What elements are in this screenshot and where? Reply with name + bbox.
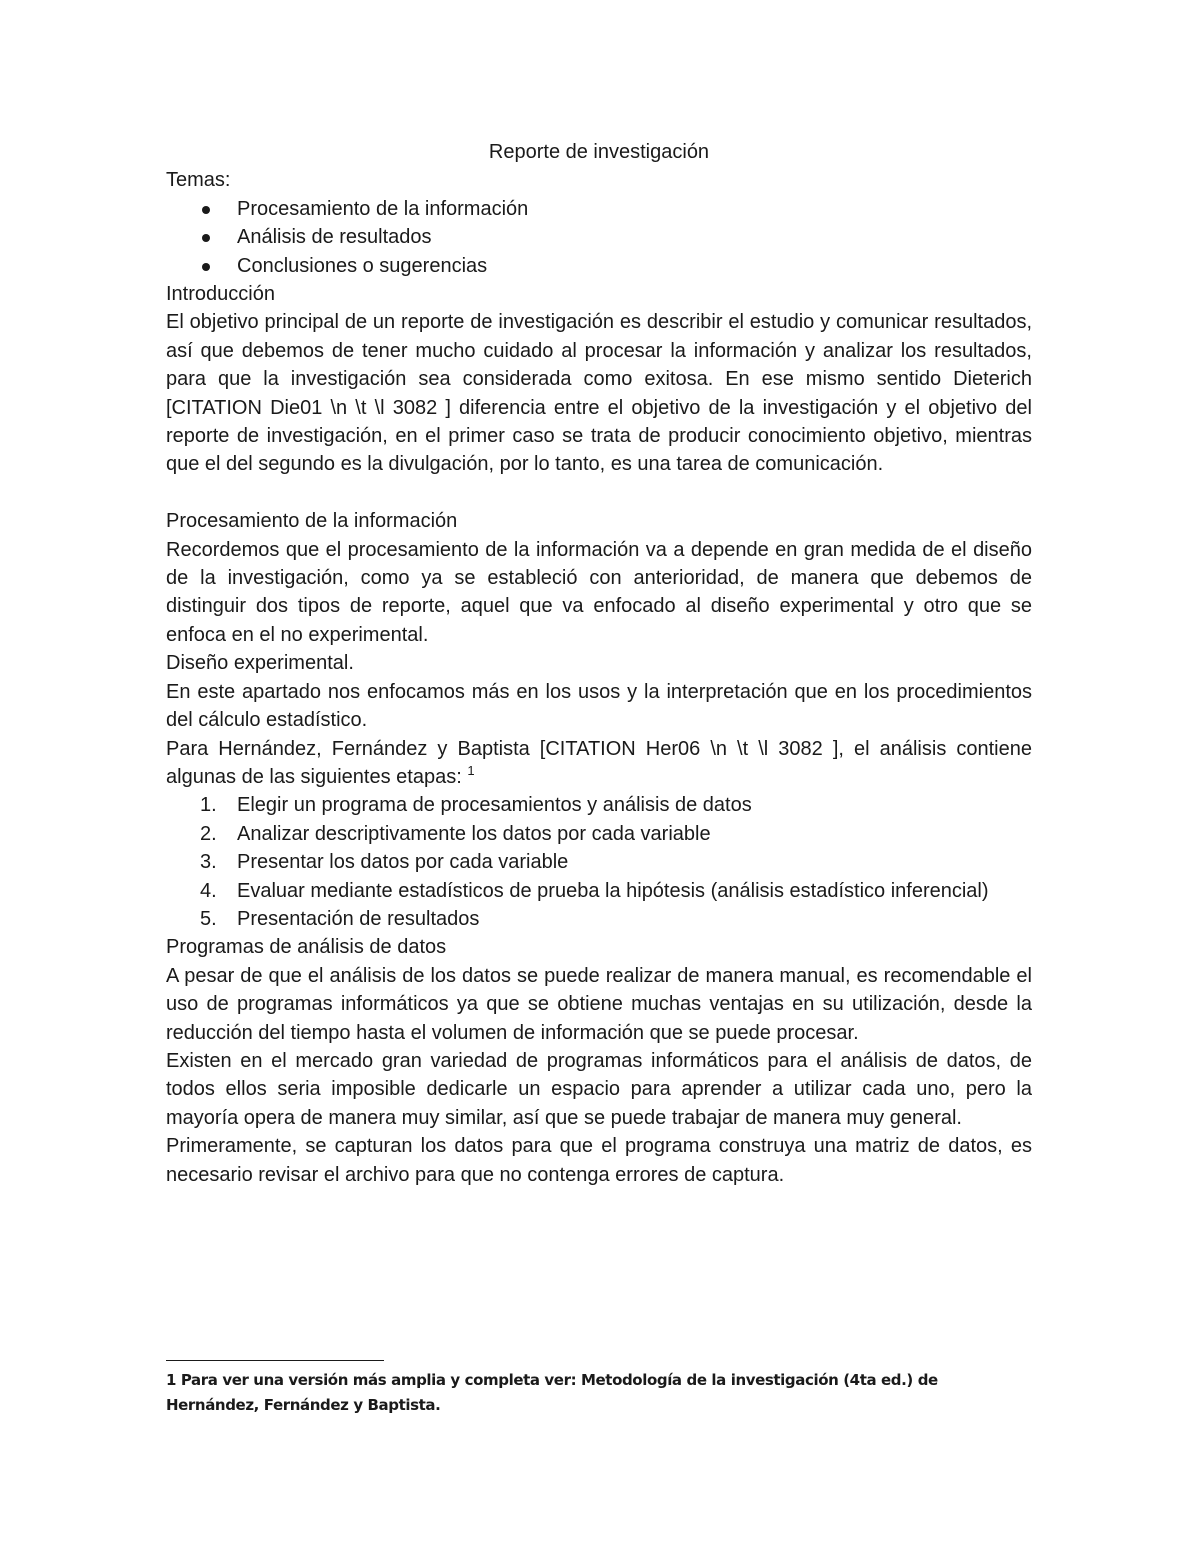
temas-label: Temas: bbox=[166, 169, 231, 192]
intro-heading: Introducción bbox=[166, 283, 275, 306]
footnote-divider bbox=[166, 1360, 384, 1361]
prog-heading: Programas de análisis de datos bbox=[166, 936, 447, 959]
footnote: 1 Para ver una versión más amplia y completa ver: Metodología de la investigación (4ta ed.) de Hernández, Fernández y Baptista. bbox=[166, 1371, 938, 1414]
document-title: Reporte de investigación bbox=[488, 141, 710, 163]
stages-list bbox=[166, 791, 1032, 933]
list-item: 1. Elegir un programa de procesamientos y análisis de datos bbox=[166, 791, 1032, 819]
bullet-icon bbox=[202, 206, 210, 214]
list-item: 2. Analizar descriptivamente los datos por cada variable bbox=[166, 820, 1032, 848]
proc-paragraph: Recordemos que el procesamiento de la información va a depende en gran medida de el diseño de la investigación, como ya se estableció con anterioridad, de manera que debemos de distinguir dos tipos de reporte, aquel que va enfocado al diseño experimental y otro que se enfoca en el no experimental. bbox=[166, 538, 1032, 646]
stages-text: Para Hernández, Fernández y Baptista [CITATION Her06 \n \t \l 3082 ], el análisis contiene algunas de las siguientes etapas: bbox=[166, 737, 1032, 788]
footnote-reference[interactable]: 1 bbox=[467, 762, 475, 778]
list-number: 1. bbox=[200, 794, 217, 817]
list-number: 3. bbox=[200, 851, 217, 874]
list-item: 3. Presentar los datos por cada variable bbox=[166, 848, 1032, 876]
temas-list bbox=[166, 195, 1032, 280]
prog-paragraph-3: Primeramente, se capturan los datos para que el programa construya una matriz de datos, es necesario revisar el archivo para que no contenga errores de captura. bbox=[166, 1135, 1032, 1186]
list-number: 5. bbox=[200, 907, 217, 930]
list-item: 5. Presentación de resultados bbox=[166, 905, 1032, 933]
prog-paragraph-1: A pesar de que el análisis de los datos se puede realizar de manera manual, es recomendable el uso de programas informáticos ya que se obtiene muchas ventajas en su utilización, desde la reducción del tiempo hasta el volumen de información que se puede procesar. bbox=[166, 964, 1032, 1044]
blank-line bbox=[166, 479, 1032, 507]
list-item: 4. Evaluar mediante estadísticos de prueba la hipótesis (análisis estadístico inferencial) bbox=[166, 877, 1032, 905]
intro-paragraph: El objetivo principal de un reporte de investigación es describir el estudio y comunicar resultados, así que debemos de tener mucho cuidado al procesar la información y analizar los resultados, para que la investigación sea considerada como exitosa. En ese mismo sentido Dieterich [CITATION Die01 \n \t \l 3082 ] diferencia entre el objetivo de la investigación y el objetivo del reporte de investigación, en el primer caso se trata de producir conocimiento objetivo, mientras que el del segundo es la divulgación, por lo tanto, es una tarea de comunicación. bbox=[166, 311, 1032, 476]
exp-paragraph: En este apartado nos enfocamos más en los usos y la interpretación que en los procedimientos del cálculo estadístico. bbox=[166, 680, 1032, 732]
prog-paragraph-2: Existen en el mercado gran variedad de programas informáticos para el análisis de datos, de todos ellos seria imposible dedicarle un espacio para aprender a utilizar cada uno, pero la mayoría opera de manera muy similar, así que se puede trabajar de manera muy general. bbox=[166, 1049, 1032, 1129]
list-number: 2. bbox=[200, 822, 217, 845]
exp-heading: Diseño experimental. bbox=[166, 652, 354, 675]
list-number: 4. bbox=[200, 879, 217, 902]
document-body bbox=[166, 138, 1032, 1189]
list-item: Procesamiento de la información bbox=[166, 195, 1032, 223]
bullet-icon bbox=[202, 263, 210, 271]
list-item: Análisis de resultados bbox=[166, 223, 1032, 251]
bullet-icon bbox=[202, 234, 210, 242]
list-item: Conclusiones o sugerencias bbox=[166, 252, 1032, 280]
proc-heading: Procesamiento de la información bbox=[166, 510, 458, 533]
stages-paragraph bbox=[166, 735, 1032, 792]
